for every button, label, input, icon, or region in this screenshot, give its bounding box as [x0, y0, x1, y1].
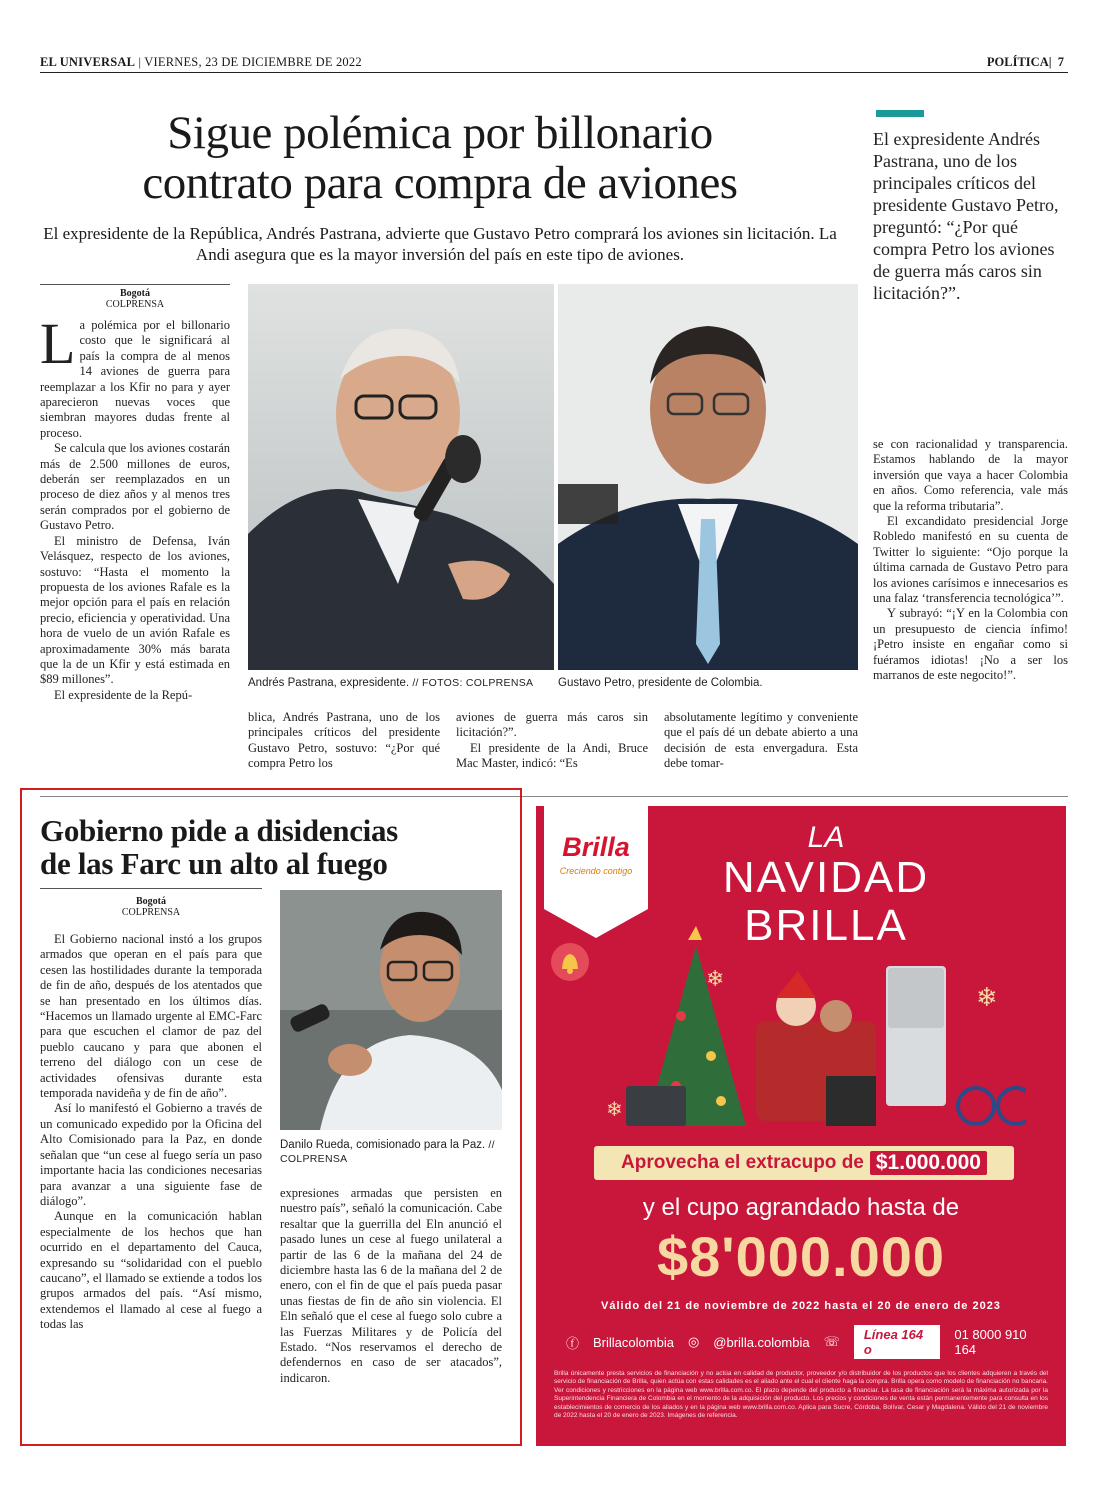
- offer-banner: [594, 1146, 1014, 1180]
- paragraph: Se calcula que los aviones costarán más de 2.500 millones de euros, deberán ser reemplazados en un proceso de diez años y al menos tres serán comprados por el gobierno de Gustavo Petro.: [40, 441, 230, 533]
- caption-petro: Gustavo Petro, presidente de Colombia.: [558, 677, 763, 689]
- headline-line-1: Gobierno pide a disidencias: [40, 813, 398, 848]
- christmas-illustration: [586, 926, 1026, 1141]
- paragraph: El excandidato presidencial Jorge Robledo manifestó en su cuenta de Twitter lo siguiente: “Ojo porque la última carnada de Gustavo Petro para los aviones carísimos e innecesarios es una falaz ‘transferencia tecnológica’”.: [873, 514, 1068, 606]
- story1-column-5: [873, 437, 1068, 684]
- paragraph: absolutamente legítimo y conveniente que el país dé un debate abierto a una decisión de esta envergadura. Esta debe tomar-: [664, 710, 858, 771]
- paragraph: aviones de guerra más caros sin licitación?”.: [456, 710, 648, 740]
- story1-headline: [40, 108, 840, 208]
- section-name: POLÍTICA: [986, 55, 1049, 69]
- caption-text: Andrés Pastrana, expresidente.: [248, 677, 410, 689]
- pullquote: El expresidente Andrés Pastrana, uno de los principales críticos del presidente Gustavo Petro, preguntó: “¿Por qué compra Petro los aviones de guerra más caros sin licitación?”.: [873, 129, 1059, 303]
- instagram-icon: ◎: [687, 1334, 700, 1349]
- ad-big-amount: $8'000.000: [656, 1225, 946, 1288]
- facebook-handle: Brillacolombia: [593, 1334, 674, 1350]
- paragraph: El expresidente de la Repú-: [54, 687, 193, 702]
- paragraph: Así lo manifestó el Gobierno a través de un comunicado expedido por la Oficina del Alto Comisionado para la Paz, en donde señalan que “un cese al fuego sería un paso importante hacia las condiciones necesarias para avanzar a una siguiente fase de diálogo”.: [40, 1101, 262, 1208]
- offer-text: Aprovecha el extracupo de: [621, 1152, 864, 1173]
- photo-rueda: [280, 890, 502, 1130]
- story2-column-1: [40, 932, 262, 1333]
- paragraph: se con racionalidad y transparencia. Estamos hablando de la mayor inversión que vaya a hacer Colombia en años. Como referencia, vale más que la reforma tributaria”.: [873, 437, 1068, 513]
- page-number: 7: [1057, 55, 1064, 69]
- ad-validity: Válido del 21 de noviembre de 2022 hasta el 20 de enero de 2023: [601, 1300, 1001, 1312]
- caption-rueda: [280, 1138, 502, 1166]
- photo-petro: [558, 284, 858, 670]
- headline-line-2: contrato para compra de aviones: [142, 157, 738, 209]
- story2-byline: [40, 896, 262, 918]
- title-line-3: BRILLA: [744, 901, 908, 950]
- svg-text:❄: ❄: [606, 1099, 623, 1121]
- byline-agency: COLPRENSA: [121, 907, 181, 918]
- phone-number: 01 8000 910 164: [954, 1327, 1027, 1357]
- caption-pastrana: [248, 676, 554, 690]
- paragraph: Y subrayó: “¡Y en la Colombia con un presupuesto de ciencia ínfimo! ¡Petro insiste en engañar como si fuéramos idiotas! ¡No a ser los marranos de este negocito!”.: [873, 606, 1068, 683]
- byline-agency: COLPRENSA: [105, 299, 165, 310]
- byline-city: Bogotá: [120, 288, 150, 299]
- brand-logo: Brilla: [562, 832, 630, 862]
- story1-byline: [40, 288, 230, 310]
- paragraph: Aunque en la comunicación hablan especialmente de los hechos que han ocurrido en el departamento del Cauca, expresando su “solidaridad con el pueblo caucano”, el llamado se extiende a todos los grupos armados del país. “Así mismo, extendemos el llamado al cese al fuego a todas las: [40, 1209, 262, 1332]
- paper-name: EL UNIVERSAL: [40, 55, 136, 69]
- phone-line-label: Línea 164 o: [854, 1325, 941, 1359]
- byline-rule: [40, 888, 262, 889]
- section-label: POLÍTICA| 7: [986, 55, 1064, 69]
- story1-column-3: [456, 710, 648, 772]
- story2-headline: [40, 814, 510, 880]
- ad-subline: y el cupo agrandado hasta de: [642, 1194, 960, 1221]
- svg-text:❄: ❄: [706, 966, 725, 991]
- header-rule: [40, 72, 1068, 73]
- story1-deck: El expresidente de la República, Andrés Pastrana, advierte que Gustavo Petro comprará los aviones sin licitación. La Andi asegura que es la mayor inversión del país en este tipo de aviones.: [43, 224, 837, 264]
- pullquote-accent: [876, 110, 924, 117]
- instagram-handle: @brilla.colombia: [713, 1334, 810, 1350]
- story1-column-4: [664, 710, 858, 772]
- byline-rule: [40, 284, 230, 285]
- ad-fine-print: Brilla únicamente presta servicios de financiación y no actúa en calidad de productor, proveedor y/o distribuidor de los productos que los clientes adquieren a través del servicio de financiación de Brilla, quien actúa con estas calidades es el aliado ante el cual el cliente haga la compra. Brilla opera como modelo de financiación no bancaria. Ver condiciones y restricciones en la página web www.brilla.com.co. El plazo depende del producto a financiar. La tasa de financiación será la máxima autorizada por la Superintendencia Financiera de Colombia en el momento de la adquisición del producto. Los precios y condiciones de venta están permanentemente para consulta en los establecimientos de comercio de los aliados y en la página web www.brilla.com.co. Aplica para Sucre, Córdoba, Bolívar, Cesar y Magdalena. Válido del 21 de noviembre de 2022 hasta el 20 de enero de 2023. Imágenes de referencia.: [554, 1370, 1048, 1420]
- brand-tagline: Creciendo contigo: [559, 866, 633, 876]
- headline-line-1: Sigue polémica por billonario: [167, 107, 713, 159]
- dropcap: L: [40, 311, 76, 376]
- caption-text: Danilo Rueda, comisionado para la Paz.: [280, 1139, 486, 1151]
- brilla-advertisement: [536, 806, 1066, 1446]
- paragraph: El ministro de Defensa, Iván Velásquez, respecto de los aviones, sostuvo: “Hasta el momento la propuesta de los aviones Rafale es la mejor opción para el país en relación precio, eficiencia y operatividad. Una hora de vuelo de un avión Rafale es aproximadamente 30% más barata que la de un Kfir y está estimada en $89 millones”.: [40, 533, 230, 687]
- paragraph: expresiones armadas que persisten en nuestro país”, señaló la comunicación. Cabe resaltar que la guerrilla del Eln anunció el pasado lunes un cese al fuego unilateral a partir de las 6 de la mañana del 24 de diciembre hasta las 6 de la mañana del 2 de enero, con el fin de que el país pueda pasar unas fiestas de fin de año sin violencia. El Eln señaló que el cese al fuego solo cubre a las Fuerzas Militares y de Policía del Estado. “Nos reservamos el derecho de defendernos en caso de ser atacados”, indicaron.: [280, 1186, 502, 1385]
- masthead-line: EL UNIVERSAL | VIERNES, 23 DE DICIEMBRE DE 2022: [40, 55, 362, 69]
- facebook-icon: ⓕ: [566, 1335, 580, 1351]
- byline-city: Bogotá: [136, 896, 166, 907]
- paragraph: El Gobierno nacional instó a los grupos armados que operan en el país para que cesen las hostilidades durante la temporada de fin de año, después de los atentados que se han presentado en los últimos días. “Hacemos un llamado urgente al EMC-Farc para que escuchen el clamor de paz del pueblo caucano y para que abonen el terreno del diálogo con un cese de actividades ofensivas durante esta temporada navideña y de fin de año”.: [40, 932, 262, 1101]
- offer-amount: $1.000.000: [870, 1151, 987, 1175]
- ad-contact-row: [566, 1327, 1046, 1357]
- photo-credit: // FOTOS: COLPRENSA: [412, 677, 534, 689]
- issue-date: VIERNES, 23 DE DICIEMBRE DE 2022: [144, 55, 362, 69]
- title-line-2: NAVIDAD: [722, 853, 930, 902]
- photo-pastrana: [248, 284, 554, 670]
- svg-text:❄: ❄: [976, 982, 998, 1012]
- paragraph: blica, Andrés Pastrana, uno de los principales críticos del presidente Gustavo Petro, sostuvo: “¿Por qué compra Petro los: [248, 710, 440, 771]
- phone-icon: ☏: [823, 1334, 840, 1349]
- story1-column-1: [40, 311, 230, 778]
- title-line-1: LA: [807, 821, 845, 854]
- story2-column-2: [280, 1186, 502, 1386]
- photo-credit: // COLPRENSA: [280, 1139, 495, 1165]
- headline-line-2: de las Farc un alto al fuego: [40, 846, 388, 881]
- bell-icon: [550, 942, 590, 982]
- paragraph: El presidente de la Andi, Bruce Mac Master, indicó: “Es: [456, 740, 648, 771]
- paragraph: a polémica por el billonario costo que le significará al país la compra de al menos 14 aviones de guerra para reemplazar a los Kfir no para y ayer aparecieron nuevas voces que siembran mayores dudas frente al proceso.: [40, 318, 230, 440]
- story1-column-2: [248, 710, 440, 772]
